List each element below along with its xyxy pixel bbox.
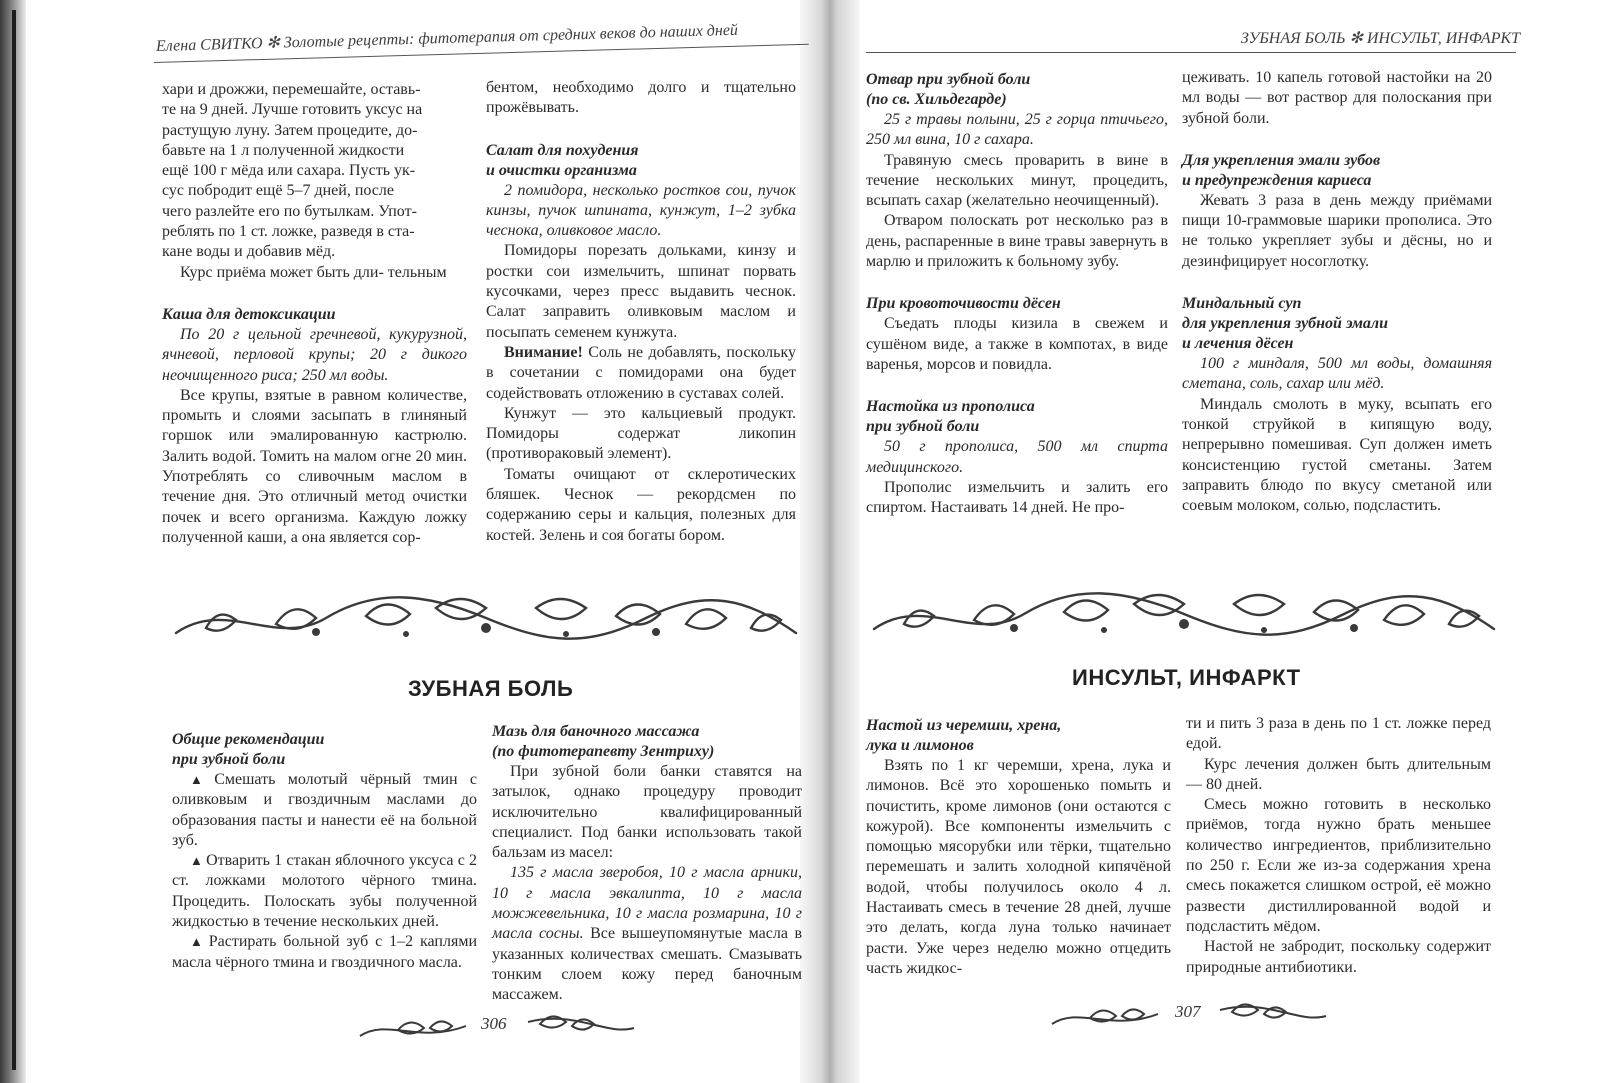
recipe-title: при зубной боли — [866, 418, 980, 436]
triangle-bullet-icon: ▲ — [190, 772, 212, 787]
recipe-title: лука и лимонов — [866, 737, 974, 754]
header-author: Елена СВИТКО — [155, 35, 263, 55]
recipe-ingredients: 100 г миндаля, 500 мл воды, домашняя сметана, соль, сахар или мёд. — [1182, 355, 1492, 393]
recipe-title: (по св. Хильдегарде) — [866, 91, 1007, 108]
intro-line: бавьте на 1 л полученной жидкости — [162, 141, 405, 159]
recipe-text: Все крупы, взятые в равном количестве, промыть и слоями засыпать в глиняный горшок или эмалированную кастрюлю. Залить водой. Томить на малом огне 20 мин. Употреблять со сливочным маслом в течение дня. Это отличный метод очистки почек и всего организма. Каждую ложку полученной каши, а она является сор- — [162, 386, 467, 546]
ornament-divider — [166, 588, 806, 650]
left-column-3 — [172, 730, 477, 973]
left-column-2 — [486, 78, 796, 546]
header-separator-icon: ✻ — [266, 34, 281, 52]
recipe-title: и очистки организма — [486, 161, 637, 179]
left-column-1 — [162, 80, 467, 548]
recipe-title: Настой из черемши, хрена, — [866, 717, 1062, 734]
footer-ornament-left — [1050, 1004, 1160, 1030]
right-column-3 — [866, 716, 1171, 979]
footer-ornament-right — [526, 1012, 636, 1038]
book-edge — [0, 0, 26, 1083]
bullet-item: ▲ Смешать молотый чёрный тмин с оливковым и гвоздичным маслами до образования пасты и нанести её на больной зуб. — [172, 771, 477, 849]
intro-text: ти и пить 3 раза в день по 1 ст. ложке перед едой. — [1186, 715, 1491, 753]
ornament-divider — [864, 584, 1504, 646]
right-page — [860, 0, 1600, 1083]
bullet-item: ▲ Растирать больной зуб с 1–2 каплями масла чёрного тмина и гвоздичного масла. — [172, 933, 478, 971]
paragraph: Курс лечения должен быть длительным — 80 дней. — [1186, 755, 1491, 793]
intro-line: сус побродит ещё 5–7 дней, после — [162, 182, 394, 200]
intro-line: чего разлейте его по бутылкам. Упот- — [162, 202, 417, 220]
intro-line: кане воды и добавив мёд. — [162, 243, 336, 261]
recipe-text: Съедать плоды кизила в свежем и сушёном виде, а также в компотах, в виде варенья, морсов и повидла. — [866, 315, 1168, 373]
intro-line: хари и дрожжи, перемешайте, оставь- — [162, 81, 421, 98]
triangle-bullet-icon: ▲ — [190, 853, 204, 869]
recipe-text: Травяную смесь проварить в вине в течение нескольких минут, процедить, всыпать сахар (желательно неочищенный). — [866, 151, 1168, 210]
recipe-title: Мазь для баночного массажа — [492, 723, 700, 740]
course-text: Курс приёма может быть дли- тельным — [180, 263, 447, 281]
section-title: ИНСУЛЬТ, ИНФАРКТ — [1072, 665, 1301, 690]
recipe-title: Для укрепления эмали зубов — [1182, 151, 1381, 169]
running-header — [156, 20, 738, 56]
recipe-text: Жевать 3 раза в день между приёмами пищи 10-граммовые шарики прополиса. Это не только укрепляет зубы и дёсны, но и дезинфицирует носоглотку. — [1182, 191, 1492, 270]
book-gutter — [800, 0, 860, 1083]
running-header — [1241, 28, 1520, 48]
intro-text: бентом, необходимо долго и тщательно прожёвывать. — [486, 79, 796, 117]
right-column-1 — [866, 70, 1168, 518]
intro-line: реблять по 1 ст. ложке, разведя в ста- — [162, 223, 415, 241]
recipe-title: (по фитотерапевту Зентриху) — [492, 743, 715, 760]
recipe-text: Миндаль смолоть в муку, всыпать его тонкой струйкой в кипящую воду, непрерывно помешивая. Суп должен иметь консистенцию густой сметаны. Затем заправить блюдо по вкусу сметаной или соевым молоком, солью, подсластить. — [1182, 395, 1492, 515]
header-book-title: Золотые рецепты: фитотерапия от средних веков до наших дней — [283, 21, 739, 52]
recipe-title: Салат для похудения — [486, 141, 639, 159]
footer-ornament-left — [358, 1016, 468, 1042]
page-number: 306 — [481, 1014, 507, 1033]
header-section-right: ИНСУЛЬТ, ИНФАРКТ — [1366, 30, 1520, 47]
paragraph: Томаты очищают от склеротических бляшек. Чеснок — рекордсмен по содержанию серы и кальция, полезных для костей. Зелень и соя богаты бором. — [486, 465, 796, 544]
bullet-item: ▲ Отварить 1 стакан яблочного уксуса с 2 ст. ложками молотого чёрного тмина. Процедить. Полоскать зубы полученной жидкостью в течение нескольких дней. — [172, 852, 478, 931]
recipe-title: при зубной боли — [172, 751, 286, 768]
recipe-ingredients-paragraph — [492, 863, 802, 1005]
left-page — [26, 0, 803, 1083]
warning-text: Соль не добавлять, поскольку в сочетании с помидорами она будет содействовать отложению в суставах солей. — [486, 343, 796, 402]
warning-paragraph — [486, 343, 796, 404]
recipe-ingredients: 25 г травы полыни, 25 г горца птичьего, 250 мл вина, 10 г сахара. — [866, 111, 1168, 149]
recipe-ingredients: По 20 г цельной гречневой, кукурузной, ячневой, перловой крупы; 20 г дикого неочищенного риса; 250 мл воды. — [162, 325, 467, 384]
section-title: ЗУБНАЯ БОЛЬ — [408, 676, 574, 701]
right-column-2 — [1182, 68, 1492, 516]
recipe-title: для укрепления зубной эмали — [1182, 315, 1389, 333]
paragraph: Кунжут — это кальциевый продукт. Помидоры содержат ликопин (противораковый элемент). — [486, 404, 796, 463]
recipe-title: Миндальный суп — [1182, 295, 1302, 313]
recipe-title: и лечения дёсен — [1182, 335, 1294, 353]
recipe-text: При зубной боли банки ставятся на затылок, однако процедуру проводит исключительно квалифицированный специалист. Под банки использовать такой бальзам из масел: — [492, 763, 802, 862]
recipe-title: Каша для детоксикации — [162, 305, 336, 323]
intro-text: цеживать. 10 капель готовой настойки на 20 мл воды — вот раствор для полоскания при зубной боли. — [1182, 69, 1492, 127]
intro-line: растущую луну. Затем процедите, до- — [162, 121, 418, 139]
intro-line: те на 9 дней. Лучше готовить уксус на — [162, 101, 423, 119]
recipe-title: Настойка из прополиса — [866, 398, 1035, 416]
recipe-ingredients: 2 помидора, несколько ростков сои, пучок кинзы, пучок шпината, кунжут, 1–2 зубка чеснока, оливковое масло. — [486, 181, 796, 240]
footer-ornament-right — [1218, 1000, 1328, 1026]
header-rule — [866, 52, 1516, 53]
recipe-ingredients: 50 г прополиса, 500 мл спирта медицинского. — [866, 438, 1168, 476]
paragraph: Настой не забродит, поскольку содержит природные антибиотики. — [1186, 938, 1491, 976]
page-number: 307 — [1175, 1002, 1201, 1021]
right-column-4 — [1186, 714, 1491, 978]
recipe-title: и предупреждения кариеса — [1182, 171, 1372, 189]
header-separator-icon: ✻ — [1349, 30, 1363, 47]
recipe-text: Все вышеупомянутые масла в указанных количествах смешать. Смазывать тонким слоем кожу перед баночным массажем. — [492, 925, 803, 1004]
paragraph: Смесь можно готовить в несколько приёмов, тогда нужно брать меньшее количество ингредиентов, приблизительно по 250 г. Если же из-за содержания хрена смесь покажется слишком острой, её можно развести дистиллированной водой и подсластить мёдом. — [1186, 796, 1491, 935]
header-section-left: ЗУБНАЯ БОЛЬ — [1240, 30, 1346, 47]
intro-line: ещё 100 г мёда или сахара. Пусть ук- — [162, 162, 416, 180]
recipe-title: Отвар при зубной боли — [866, 71, 1031, 88]
recipe-ingredients: 135 г масла зверобоя, 10 г масла арники, 10 г масла эвкалипта, 10 г масла можжевельника, 10 г масла розмарина, 10 г масла сосны. — [492, 864, 802, 943]
left-column-4 — [492, 722, 802, 1006]
warning-label: Внимание! — [504, 343, 583, 361]
triangle-bullet-icon: ▲ — [190, 934, 206, 950]
recipe-text: Отваром полоскать рот несколько раз в день, распаренные в вине травы завернуть в марлю и приложить к больному зубу. — [866, 212, 1168, 271]
recipe-text: Прополис измельчить и залить его спиртом. Настаивать 14 дней. Не про- — [866, 478, 1168, 517]
recipe-text: Взять по 1 кг черемши, хрена, лука и лимонов. Всё это хорошенько помыть и почистить, кроме лимонов (они остаются с кожурой). Все компоненты измельчить с помощью мясорубки или тёрки, тщательно перемешать и залить холодной кипячёной водой, чтобы получилось около 4 л. Настаивать смесь в течение 28 дней, лучше это делать, когда луна только начинает расти. Уже через неделю можно отцедить часть жидкос- — [866, 757, 1171, 977]
recipe-text: Помидоры порезать дольками, кинзу и ростки сои измельчить, шпинат порвать кусочками, через пресс выдавить чеснок. Салат заправить оливковым маслом и посыпать семенем кунжута. — [486, 242, 796, 341]
recipe-title: При кровоточивости дёсен — [866, 295, 1061, 313]
recipe-title: Общие рекомендации — [172, 731, 325, 748]
